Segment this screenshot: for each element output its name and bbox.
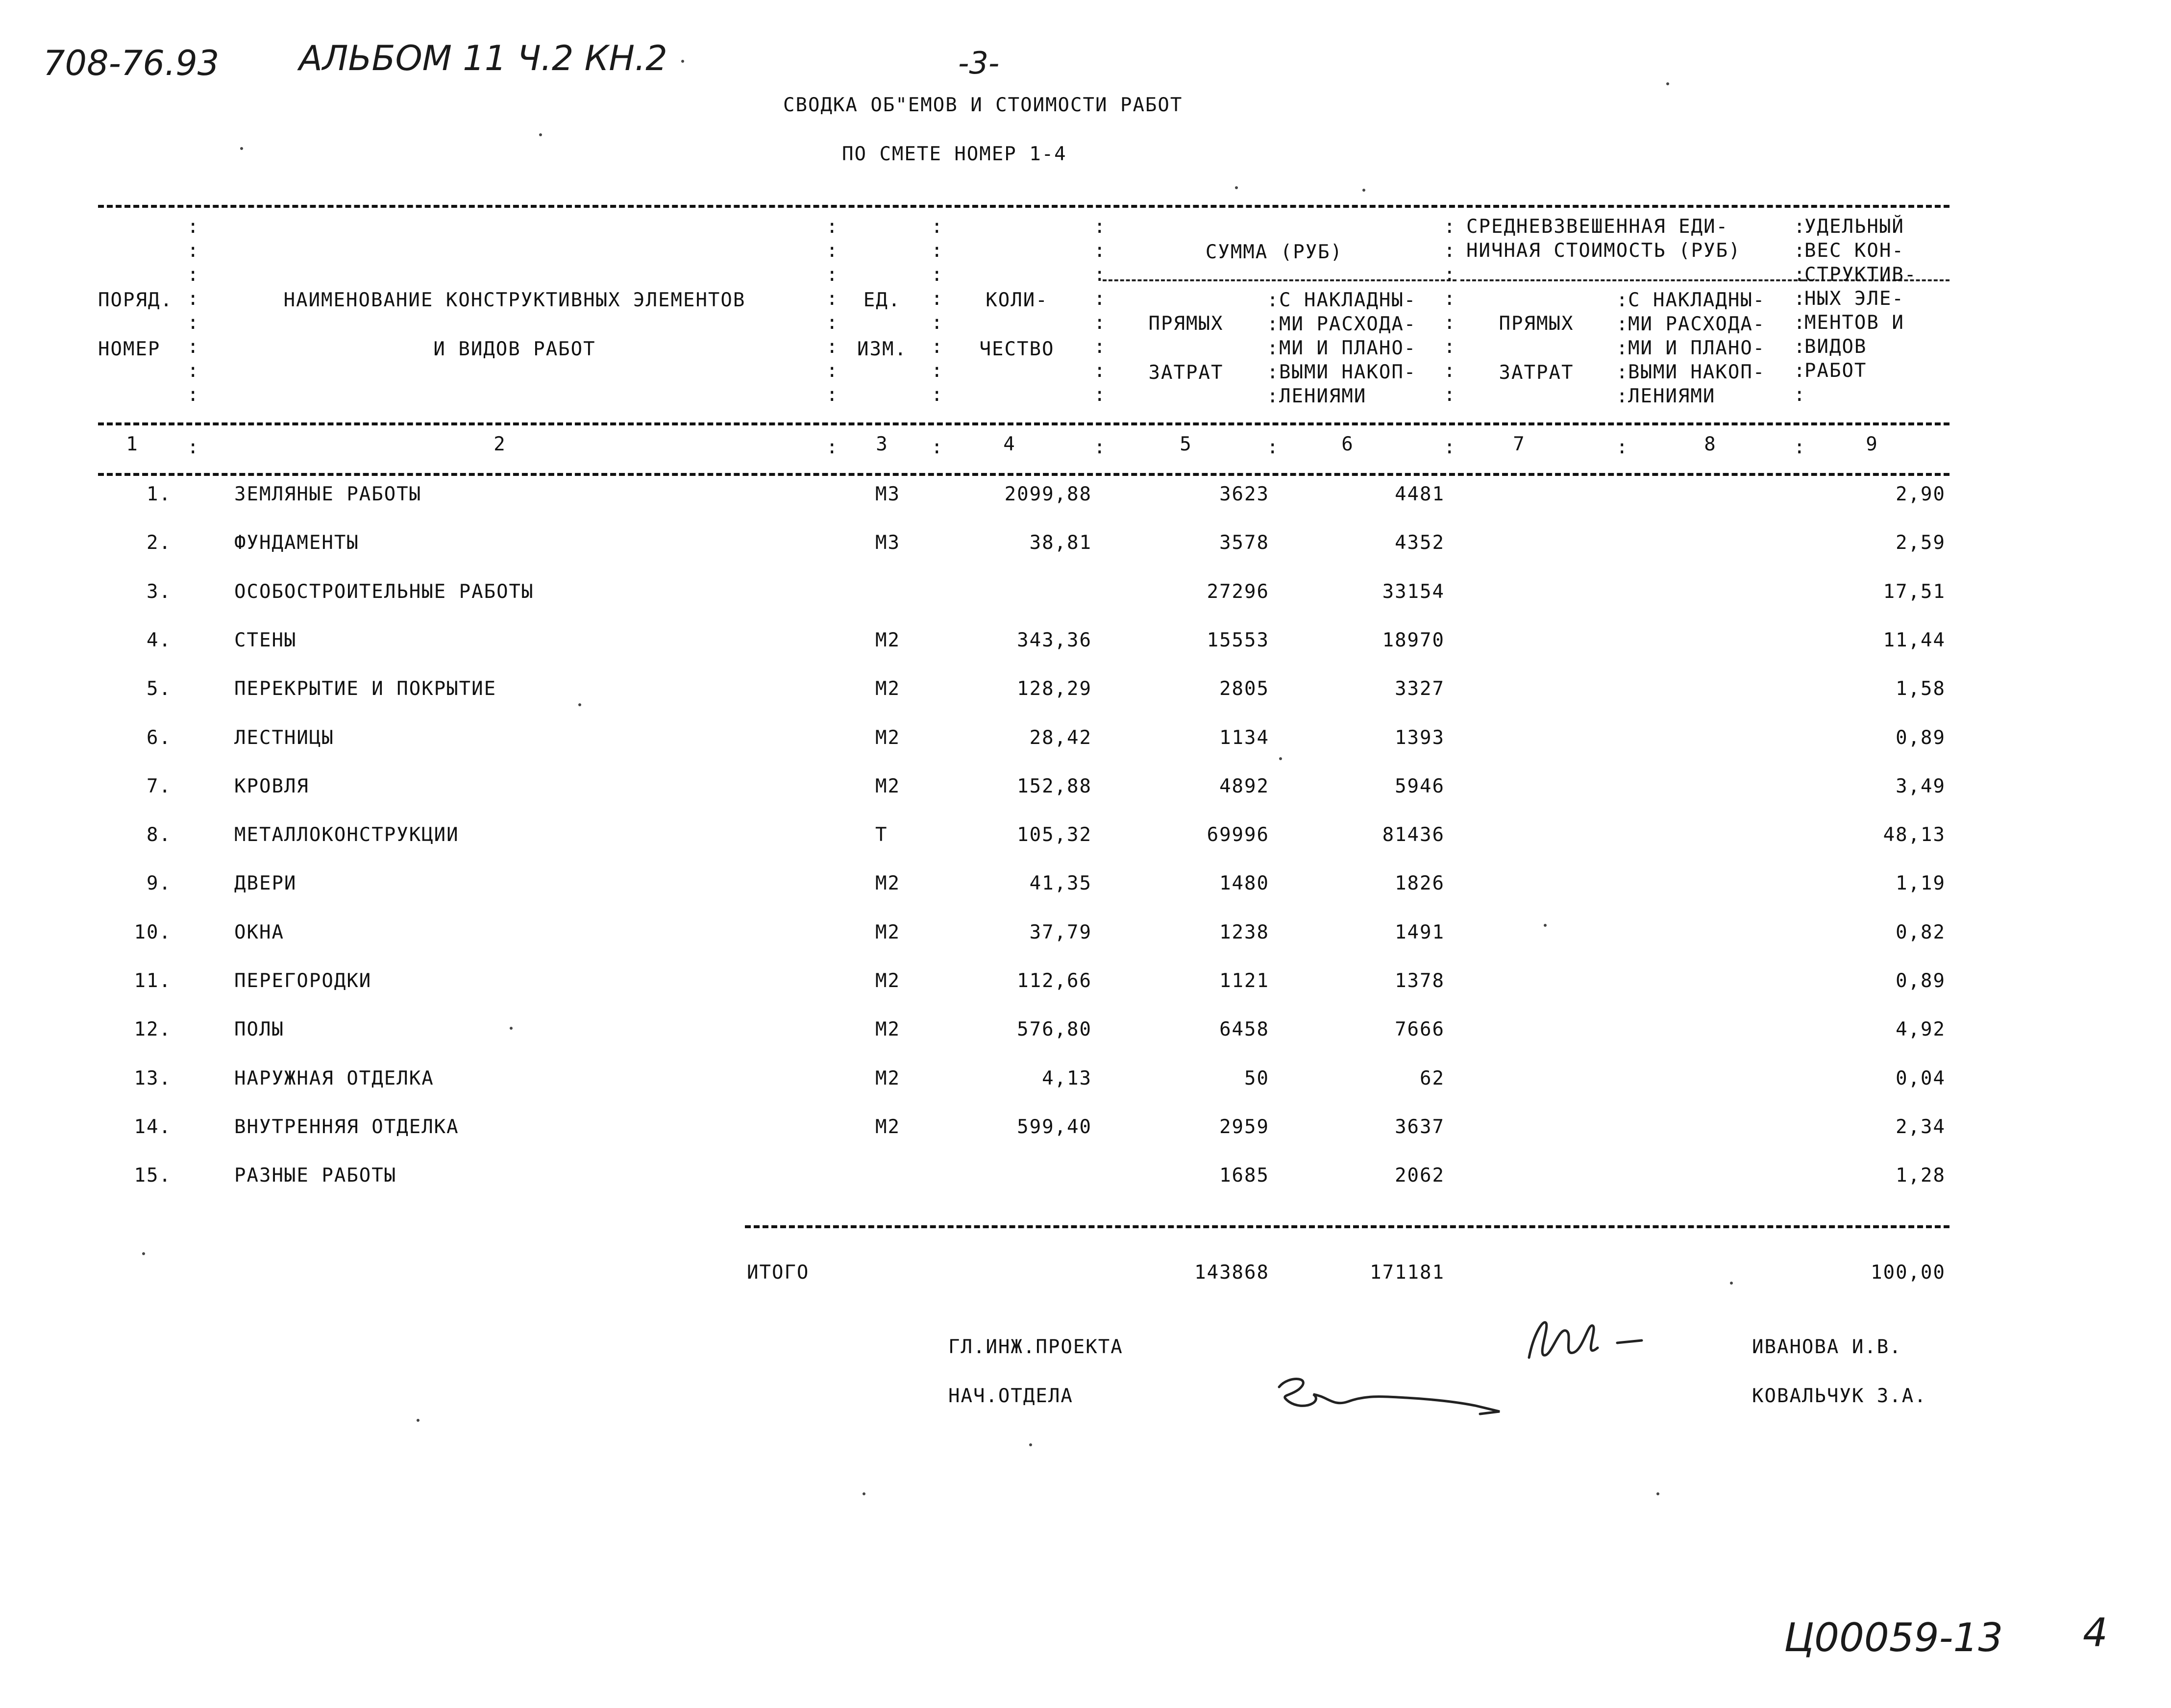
row-direct-costs: 1685 [1219,1164,1269,1187]
row-element-name: ПЕРЕГОРОДКИ [234,970,372,992]
row-element-name: ФУНДАМЕНТЫ [234,532,359,554]
row-element-name: РАЗНЫЕ РАБОТЫ [234,1164,397,1187]
row-direct-costs: 1134 [1219,727,1269,749]
header-sum-group: СУММА (РУБ) [1205,241,1343,263]
row-share: 48,13 [1883,824,1946,846]
row-share: 2,90 [1896,483,1946,505]
handwritten-signature-2 [1269,1367,1505,1426]
row-direct-costs: 69996 [1207,824,1269,846]
row-unit: М2 [875,678,900,700]
total-overhead: 171181 [1370,1262,1445,1284]
row-element-name: ЗЕМЛЯНЫЕ РАБОТЫ [234,483,422,505]
row-share: 0,82 [1896,921,1946,943]
table-row [0,1067,2171,1097]
header-unit: ЕД. ИЗМ. [857,289,907,360]
table-row [0,872,2171,902]
row-with-overhead: 4352 [1395,532,1445,554]
row-element-name: НАРУЖНАЯ ОТДЕЛКА [234,1067,434,1089]
row-element-name: ОСОБОСТРОИТЕЛЬНЫЕ РАБОТЫ [234,581,534,603]
row-number: 4. [147,629,172,651]
row-with-overhead: 1491 [1395,921,1445,943]
handwritten-doc-reference: 708-76.93 [43,43,220,83]
table-row [0,1164,2171,1194]
row-with-overhead: 3637 [1395,1116,1445,1138]
number-row-bottom-rule [98,473,1949,476]
row-direct-costs: 1121 [1219,970,1269,992]
row-number: 10. [134,921,172,943]
handwritten-archive-code: Ц00059-13 [1784,1615,2003,1660]
row-with-overhead: 5946 [1395,775,1445,797]
row-quantity: 2099,88 [1004,483,1092,505]
document-subtitle: ПО СМЕТЕ НОМЕР 1-4 [842,143,1067,165]
row-direct-costs: 1480 [1219,872,1269,894]
table-row [0,678,2171,707]
handwritten-album-reference: АЛЬБОМ 11 Ч.2 КН.2 [299,38,667,78]
row-share: 3,49 [1896,775,1946,797]
row-quantity: 105,32 [1017,824,1092,846]
row-quantity: 28,42 [1029,727,1092,749]
header-quantity: КОЛИ- ЧЕСТВО [979,289,1055,360]
row-number: 13. [134,1067,172,1089]
row-direct-costs: 4892 [1219,775,1269,797]
row-share: 0,04 [1896,1067,1946,1089]
handwritten-sheet-number: 4 [2083,1610,2108,1656]
row-with-overhead: 4481 [1395,483,1445,505]
row-number: 14. [134,1116,172,1138]
avg-group-rule [1460,279,1803,281]
signature-role-chief-engineer: ГЛ.ИНЖ.ПРОЕКТА [948,1336,1123,1358]
header-avg-overhead: С НАКЛАДНЫ- МИ РАСХОДА- МИ И ПЛАНО- ВЫМИ НАКОП- ЛЕНИЯМИ [1628,289,1766,407]
row-element-name: ДВЕРИ [234,872,297,894]
row-direct-costs: 27296 [1207,581,1269,603]
row-element-name: ПЕРЕКРЫТИЕ И ПОКРЫТИЕ [234,678,497,700]
row-quantity: 112,66 [1017,970,1092,992]
table-top-rule [98,205,1949,208]
row-with-overhead: 33154 [1382,581,1445,603]
signature-role-department-head: НАЧ.ОТДЕЛА [948,1385,1073,1407]
row-quantity: 152,88 [1017,775,1092,797]
table-row [0,483,2171,513]
row-quantity: 41,35 [1029,872,1092,894]
row-number: 7. [147,775,172,797]
row-quantity: 37,79 [1029,921,1092,943]
row-element-name: ОКНА [234,921,284,943]
header-with-overhead: С НАКЛАДНЫ- МИ РАСХОДА- МИ И ПЛАНО- ВЫМИ НАКОП- ЛЕНИЯМИ [1279,289,1417,407]
row-direct-costs: 3578 [1219,532,1269,554]
row-share: 4,92 [1896,1018,1946,1040]
header-direct-costs: ПРЯМЫХ ЗАТРАТ [1148,313,1224,384]
table-row [0,629,2171,659]
row-number: 9. [147,872,172,894]
table-row [0,581,2171,610]
row-unit: М2 [875,1116,900,1138]
row-share: 11,44 [1883,629,1946,651]
row-with-overhead: 81436 [1382,824,1445,846]
row-with-overhead: 2062 [1395,1164,1445,1187]
total-share: 100,00 [1871,1262,1946,1284]
table-row [0,1018,2171,1048]
row-element-name: МЕТАЛЛОКОНСТРУКЦИИ [234,824,459,846]
total-rule [745,1225,1949,1228]
row-with-overhead: 3327 [1395,678,1445,700]
row-unit: М2 [875,1067,900,1089]
row-share: 1,28 [1896,1164,1946,1187]
row-direct-costs: 6458 [1219,1018,1269,1040]
row-direct-costs: 2959 [1219,1116,1269,1138]
row-number: 5. [147,678,172,700]
header-share: УДЕЛЬНЫЙ ВЕС КОН- СТРУКТИВ- НЫХ ЭЛЕ- МЕНТОВ И ВИДОВ РАБОТ [1804,216,1917,382]
row-number: 2. [147,532,172,554]
header-bottom-rule [98,422,1949,425]
row-direct-costs: 3623 [1219,483,1269,505]
row-element-name: СТЕНЫ [234,629,297,651]
row-unit: М2 [875,727,900,749]
row-number: 15. [134,1164,172,1187]
row-with-overhead: 18970 [1382,629,1445,651]
row-direct-costs: 2805 [1219,678,1269,700]
sum-group-rule [1103,279,1456,281]
table-row [0,727,2171,756]
row-with-overhead: 1378 [1395,970,1445,992]
table-row [0,1116,2171,1145]
table-row [0,970,2171,999]
total-label: ИТОГО [747,1262,810,1284]
row-direct-costs: 50 [1244,1067,1269,1089]
row-quantity: 576,80 [1017,1018,1092,1040]
table-row [0,824,2171,853]
row-direct-costs: 1238 [1219,921,1269,943]
row-unit: М2 [875,1018,900,1040]
row-quantity: 4,13 [1042,1067,1092,1089]
row-element-name: ВНУТРЕННЯЯ ОТДЕЛКА [234,1116,459,1138]
row-quantity: 343,36 [1017,629,1092,651]
row-element-name: ПОЛЫ [234,1018,284,1040]
row-unit: М3 [875,532,900,554]
table-row [0,775,2171,805]
row-unit: Т [875,824,888,846]
row-share: 1,58 [1896,678,1946,700]
header-element-name: НАИМЕНОВАНИЕ КОНСТРУКТИВНЫХ ЭЛЕМЕНТОВ И ВИДОВ РАБОТ [283,289,746,360]
row-unit: М2 [875,775,900,797]
header-avg-group: СРЕДНЕВЗВЕШЕННАЯ ЕДИ- НИЧНАЯ СТОИМОСТЬ (РУБ) [1466,216,1741,262]
handwritten-signature-1 [1524,1313,1671,1367]
total-row [0,1262,2171,1291]
row-with-overhead: 7666 [1395,1018,1445,1040]
row-number: 3. [147,581,172,603]
row-quantity: 38,81 [1029,532,1092,554]
row-with-overhead: 62 [1420,1067,1445,1089]
row-quantity: 599,40 [1017,1116,1092,1138]
row-unit: М2 [875,872,900,894]
row-number: 6. [147,727,172,749]
row-number: 12. [134,1018,172,1040]
row-number: 8. [147,824,172,846]
row-number: 11. [134,970,172,992]
signature-name-chief-engineer: ИВАНОВА И.В. [1752,1336,1902,1358]
row-element-name: КРОВЛЯ [234,775,309,797]
row-share: 2,34 [1896,1116,1946,1138]
row-share: 0,89 [1896,727,1946,749]
row-unit: М3 [875,483,900,505]
row-quantity: 128,29 [1017,678,1092,700]
header-order-number: ПОРЯД. НОМЕР [98,289,173,360]
document-title: СВОДКА ОБ"ЕМОВ И СТОИМОСТИ РАБОТ [783,94,1183,116]
row-with-overhead: 1826 [1395,872,1445,894]
table-row [0,532,2171,561]
column-number-row: 1 : 2 : 3 : 4 : 5 : 6 : 7 : 8 : 9 [126,433,1878,458]
table-row [0,921,2171,951]
row-share: 2,59 [1896,532,1946,554]
row-element-name: ЛЕСТНИЦЫ [234,727,334,749]
total-direct: 143868 [1194,1262,1269,1284]
row-share: 17,51 [1883,581,1946,603]
row-unit: М2 [875,629,900,651]
row-direct-costs: 15553 [1207,629,1269,651]
row-with-overhead: 1393 [1395,727,1445,749]
row-share: 1,19 [1896,872,1946,894]
row-unit: М2 [875,970,900,992]
signature-name-department-head: КОВАЛЬЧУК З.А. [1752,1385,1927,1407]
row-unit: М2 [875,921,900,943]
page-number: -3- [958,45,1000,81]
header-avg-direct: ПРЯМЫХ ЗАТРАТ [1499,313,1574,384]
row-number: 1. [147,483,172,505]
row-share: 0,89 [1896,970,1946,992]
